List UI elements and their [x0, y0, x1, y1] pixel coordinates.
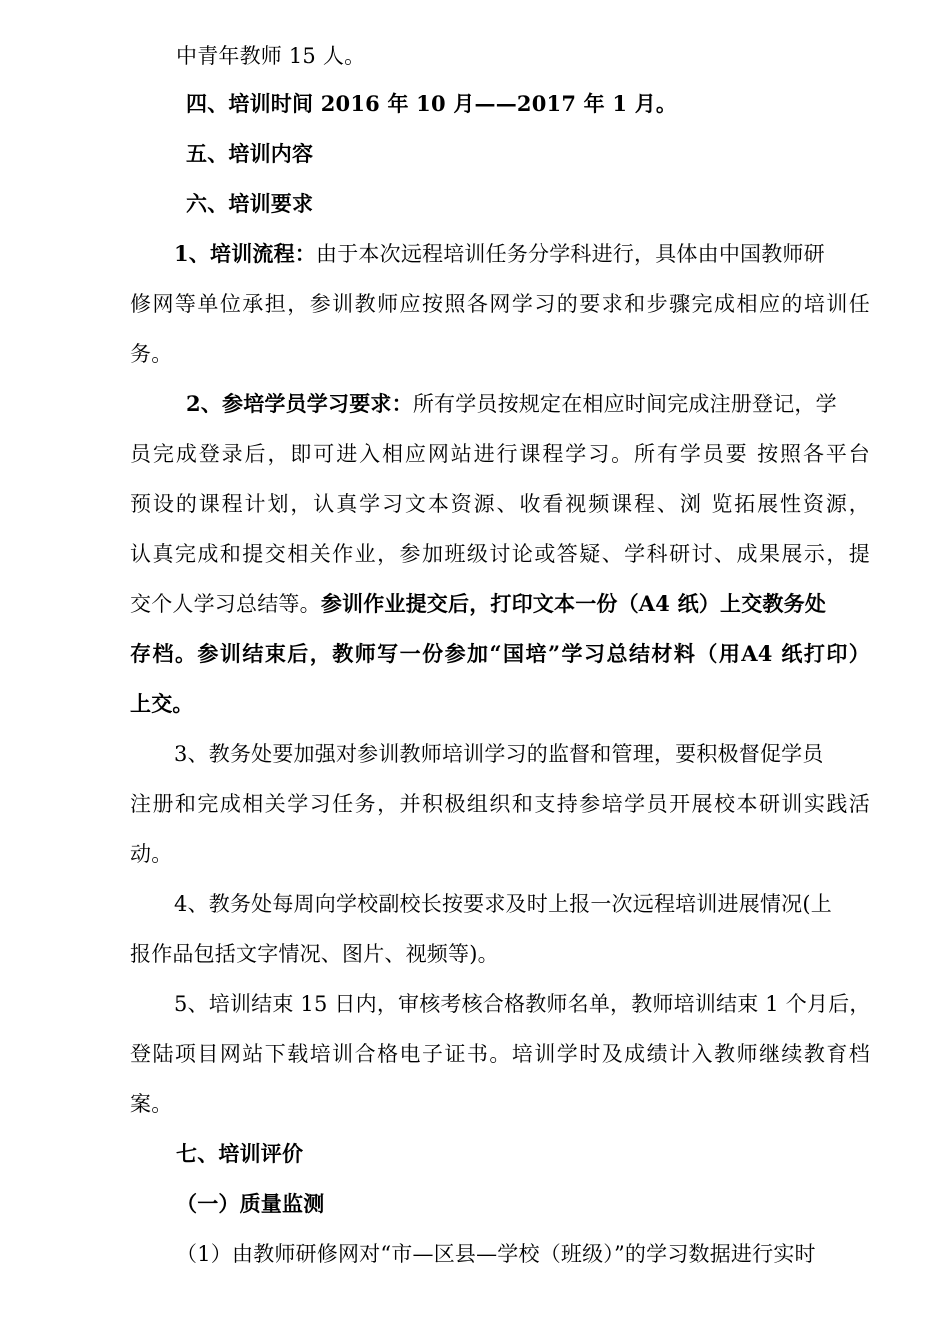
paragraph-line: 报作品包括文字情况、图片、视频等)。 — [130, 942, 499, 966]
paragraph-line: 员完成登录后，即可进入相应网站进行课程学习。所有学员要 按照各平台 — [130, 442, 870, 466]
item-text: 由于本次远程培训任务分学科进行，具体由中国教师研 — [316, 242, 825, 266]
item-label: 2、参培学员学习要求： — [186, 391, 413, 416]
paragraph-line: 注册和完成相关学习任务，并积极组织和支持参培学员开展校本研训实践活 — [130, 792, 870, 816]
paragraph-line: 动。 — [130, 842, 173, 866]
item-text-bold: 参训作业提交后，打印文本一份（A4 纸）上交教务处 — [320, 591, 827, 616]
paragraph-line — [130, 589, 826, 619]
paragraph-line: （1）由教师研修网对“市—区县—学校（班级）”的学习数据进行实时 — [176, 1242, 816, 1266]
paragraph-line: 修网等单位承担，参训教师应按照各网学习的要求和步骤完成相应的培训任 — [130, 292, 870, 316]
item-text: 所有学员按规定在相应时间完成注册登记，学 — [412, 392, 837, 416]
text-line: 中青年教师 15 人。 — [176, 44, 366, 68]
paragraph-line: 认真完成和提交相关作业，参加班级讨论或答疑、学科研讨、成果展示，提 — [130, 542, 870, 566]
item-label: 1、培训流程： — [174, 241, 317, 266]
section-heading-training-requirements: 六、培训要求 — [186, 191, 314, 216]
paragraph-line: 案。 — [130, 1092, 173, 1116]
paragraph-line: 4、教务处每周向学校副校长按要求及时上报一次远程培训进展情况(上 — [174, 892, 832, 916]
paragraph-line: 5、培训结束 15 日内，审核考核合格教师名单，教师培训结束 1 个月后， — [174, 992, 871, 1016]
paragraph-line: 登陆项目网站下载培训合格电子证书。培训学时及成绩计入教师继续教育档 — [130, 1042, 870, 1066]
paragraph-line: 务。 — [130, 342, 173, 366]
paragraph-line-bold: 存档。参训结束后，教师写一份参加“国培”学习总结材料（用A4 纸打印） — [130, 641, 870, 666]
paragraph-line-bold: 上交。 — [130, 691, 194, 716]
paragraph-line — [186, 389, 837, 419]
subsection-heading-quality-monitoring: （一）质量监测 — [176, 1191, 325, 1216]
paragraph-line: 3、教务处要加强对参训教师培训学习的监督和管理，要积极督促学员 — [174, 742, 824, 766]
paragraph-line: 预设的课程计划，认真学习文本资源、收看视频课程、浏 览拓展性资源， — [130, 492, 870, 516]
section-heading-training-content: 五、培训内容 — [186, 141, 314, 166]
section-heading-training-time: 四、培训时间 2016 年 10 月——2017 年 1 月。 — [186, 91, 678, 116]
section-heading-training-evaluation: 七、培训评价 — [176, 1141, 304, 1166]
item-text: 交个人学习总结等。 — [130, 592, 321, 616]
paragraph-line — [174, 239, 825, 269]
